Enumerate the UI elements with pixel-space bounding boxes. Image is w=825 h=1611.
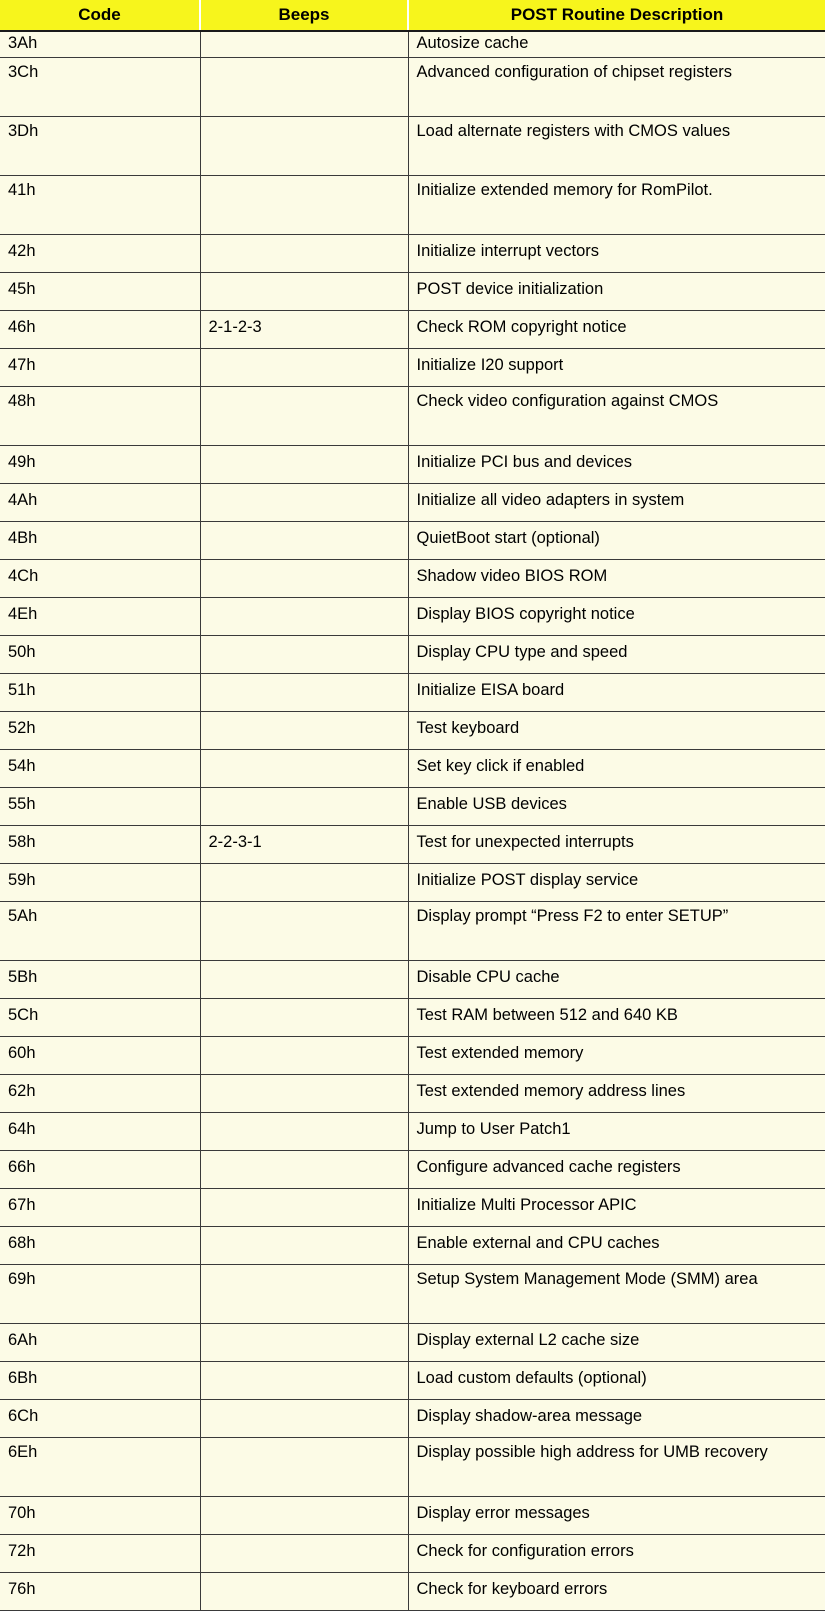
cell-beeps — [200, 1265, 408, 1324]
cell-beeps — [200, 712, 408, 750]
table-row — [0, 349, 825, 387]
cell-description: Jump to User Patch1 — [408, 1113, 825, 1151]
cell-description: QuietBoot start (optional) — [408, 522, 825, 560]
cell-description: Set key click if enabled — [408, 750, 825, 788]
table-row — [0, 484, 825, 522]
cell-description: Initialize extended memory for RomPilot. — [408, 176, 825, 235]
cell-code: 68h — [0, 1227, 200, 1265]
cell-code: 60h — [0, 1037, 200, 1075]
cell-description: Load alternate registers with CMOS values — [408, 117, 825, 176]
cell-description: Shadow video BIOS ROM — [408, 560, 825, 598]
cell-beeps — [200, 1037, 408, 1075]
cell-description: Autosize cache — [408, 31, 825, 58]
cell-description: Check for configuration errors — [408, 1535, 825, 1573]
table-row — [0, 31, 825, 58]
cell-description: Display shadow-area message — [408, 1400, 825, 1438]
cell-beeps — [200, 1227, 408, 1265]
cell-beeps — [200, 788, 408, 826]
table-row — [0, 788, 825, 826]
cell-beeps — [200, 31, 408, 58]
cell-description: Initialize all video adapters in system — [408, 484, 825, 522]
cell-description: Enable external and CPU caches — [408, 1227, 825, 1265]
cell-beeps — [200, 522, 408, 560]
cell-description: Test extended memory — [408, 1037, 825, 1075]
cell-description: Check video configuration against CMOS — [408, 387, 825, 446]
table-row — [0, 598, 825, 636]
cell-beeps — [200, 1438, 408, 1497]
table-row — [0, 826, 825, 864]
cell-code: 50h — [0, 636, 200, 674]
cell-code: 3Ah — [0, 31, 200, 58]
table-row — [0, 311, 825, 349]
table-row — [0, 750, 825, 788]
cell-code: 6Ch — [0, 1400, 200, 1438]
cell-beeps — [200, 902, 408, 961]
cell-beeps — [200, 484, 408, 522]
cell-description: Advanced configuration of chipset registers — [408, 58, 825, 117]
cell-code: 49h — [0, 446, 200, 484]
cell-beeps — [200, 1400, 408, 1438]
cell-beeps — [200, 1535, 408, 1573]
table-row — [0, 58, 825, 117]
cell-beeps — [200, 674, 408, 712]
table-row — [0, 1265, 825, 1324]
cell-code: 46h — [0, 311, 200, 349]
table-row — [0, 961, 825, 999]
cell-code: 55h — [0, 788, 200, 826]
cell-description: Load custom defaults (optional) — [408, 1362, 825, 1400]
cell-beeps — [200, 864, 408, 902]
cell-beeps — [200, 1113, 408, 1151]
table-row — [0, 1400, 825, 1438]
cell-code: 42h — [0, 235, 200, 273]
table-row — [0, 522, 825, 560]
cell-description: Initialize Multi Processor APIC — [408, 1189, 825, 1227]
cell-beeps — [200, 750, 408, 788]
cell-code: 6Bh — [0, 1362, 200, 1400]
table-row — [0, 1151, 825, 1189]
table-row — [0, 636, 825, 674]
cell-beeps — [200, 1075, 408, 1113]
table-row — [0, 999, 825, 1037]
cell-beeps — [200, 387, 408, 446]
cell-description: Initialize EISA board — [408, 674, 825, 712]
cell-code: 58h — [0, 826, 200, 864]
header-row — [0, 0, 825, 31]
cell-description: Initialize interrupt vectors — [408, 235, 825, 273]
table-row — [0, 674, 825, 712]
cell-code: 69h — [0, 1265, 200, 1324]
header-beeps: Beeps — [200, 0, 408, 31]
cell-code: 4Bh — [0, 522, 200, 560]
header-code: Code — [0, 0, 200, 31]
cell-code: 70h — [0, 1497, 200, 1535]
cell-beeps — [200, 273, 408, 311]
cell-code: 47h — [0, 349, 200, 387]
cell-beeps — [200, 1497, 408, 1535]
table-row — [0, 712, 825, 750]
cell-beeps — [200, 235, 408, 273]
table-row — [0, 176, 825, 235]
cell-code: 76h — [0, 1573, 200, 1611]
cell-description: Display CPU type and speed — [408, 636, 825, 674]
cell-description: Disable CPU cache — [408, 961, 825, 999]
cell-code: 5Ch — [0, 999, 200, 1037]
cell-description: Configure advanced cache registers — [408, 1151, 825, 1189]
cell-beeps — [200, 1189, 408, 1227]
cell-code: 4Ch — [0, 560, 200, 598]
cell-beeps — [200, 58, 408, 117]
header-description: POST Routine Description — [408, 0, 825, 31]
cell-code: 3Dh — [0, 117, 200, 176]
table-row — [0, 446, 825, 484]
cell-description: Initialize PCI bus and devices — [408, 446, 825, 484]
table-row — [0, 273, 825, 311]
table-row — [0, 1037, 825, 1075]
cell-beeps — [200, 598, 408, 636]
cell-beeps — [200, 117, 408, 176]
table-row — [0, 117, 825, 176]
table-header — [0, 0, 825, 31]
table-row — [0, 902, 825, 961]
table-row — [0, 864, 825, 902]
cell-description: Display possible high address for UMB recovery — [408, 1438, 825, 1497]
cell-beeps: 2-1-2-3 — [200, 311, 408, 349]
cell-code: 3Ch — [0, 58, 200, 117]
cell-description: POST device initialization — [408, 273, 825, 311]
cell-code: 4Eh — [0, 598, 200, 636]
cell-description: Initialize I20 support — [408, 349, 825, 387]
cell-description: Check ROM copyright notice — [408, 311, 825, 349]
table-row — [0, 235, 825, 273]
cell-beeps — [200, 999, 408, 1037]
cell-beeps — [200, 636, 408, 674]
table-row — [0, 1113, 825, 1151]
cell-description: Display external L2 cache size — [408, 1324, 825, 1362]
cell-description: Test for unexpected interrupts — [408, 826, 825, 864]
table-row — [0, 1324, 825, 1362]
cell-description: Enable USB devices — [408, 788, 825, 826]
cell-description: Check for keyboard errors — [408, 1573, 825, 1611]
cell-code: 72h — [0, 1535, 200, 1573]
cell-beeps — [200, 446, 408, 484]
cell-code: 6Ah — [0, 1324, 200, 1362]
table-row — [0, 1535, 825, 1573]
cell-code: 62h — [0, 1075, 200, 1113]
cell-beeps — [200, 560, 408, 598]
cell-beeps — [200, 1362, 408, 1400]
cell-code: 59h — [0, 864, 200, 902]
cell-code: 54h — [0, 750, 200, 788]
cell-beeps — [200, 961, 408, 999]
table-row — [0, 1362, 825, 1400]
cell-beeps — [200, 176, 408, 235]
table-row — [0, 560, 825, 598]
table-body — [0, 31, 825, 1611]
cell-beeps — [200, 349, 408, 387]
cell-code: 66h — [0, 1151, 200, 1189]
cell-beeps — [200, 1573, 408, 1611]
cell-description: Setup System Management Mode (SMM) area — [408, 1265, 825, 1324]
table-row — [0, 387, 825, 446]
cell-description: Display prompt “Press F2 to enter SETUP” — [408, 902, 825, 961]
table-row — [0, 1075, 825, 1113]
cell-description: Initialize POST display service — [408, 864, 825, 902]
cell-code: 5Ah — [0, 902, 200, 961]
cell-code: 45h — [0, 273, 200, 311]
cell-description: Test extended memory address lines — [408, 1075, 825, 1113]
table-row — [0, 1438, 825, 1497]
cell-code: 64h — [0, 1113, 200, 1151]
cell-description: Display BIOS copyright notice — [408, 598, 825, 636]
table-row — [0, 1497, 825, 1535]
table-row — [0, 1573, 825, 1611]
cell-description: Test keyboard — [408, 712, 825, 750]
cell-code: 41h — [0, 176, 200, 235]
cell-beeps — [200, 1151, 408, 1189]
cell-beeps: 2-2-3-1 — [200, 826, 408, 864]
cell-code: 4Ah — [0, 484, 200, 522]
cell-description: Test RAM between 512 and 640 KB — [408, 999, 825, 1037]
cell-code: 67h — [0, 1189, 200, 1227]
cell-code: 5Bh — [0, 961, 200, 999]
cell-beeps — [200, 1324, 408, 1362]
cell-code: 51h — [0, 674, 200, 712]
cell-code: 52h — [0, 712, 200, 750]
table-row — [0, 1189, 825, 1227]
cell-description: Display error messages — [408, 1497, 825, 1535]
cell-code: 48h — [0, 387, 200, 446]
table-row — [0, 1227, 825, 1265]
cell-code: 6Eh — [0, 1438, 200, 1497]
